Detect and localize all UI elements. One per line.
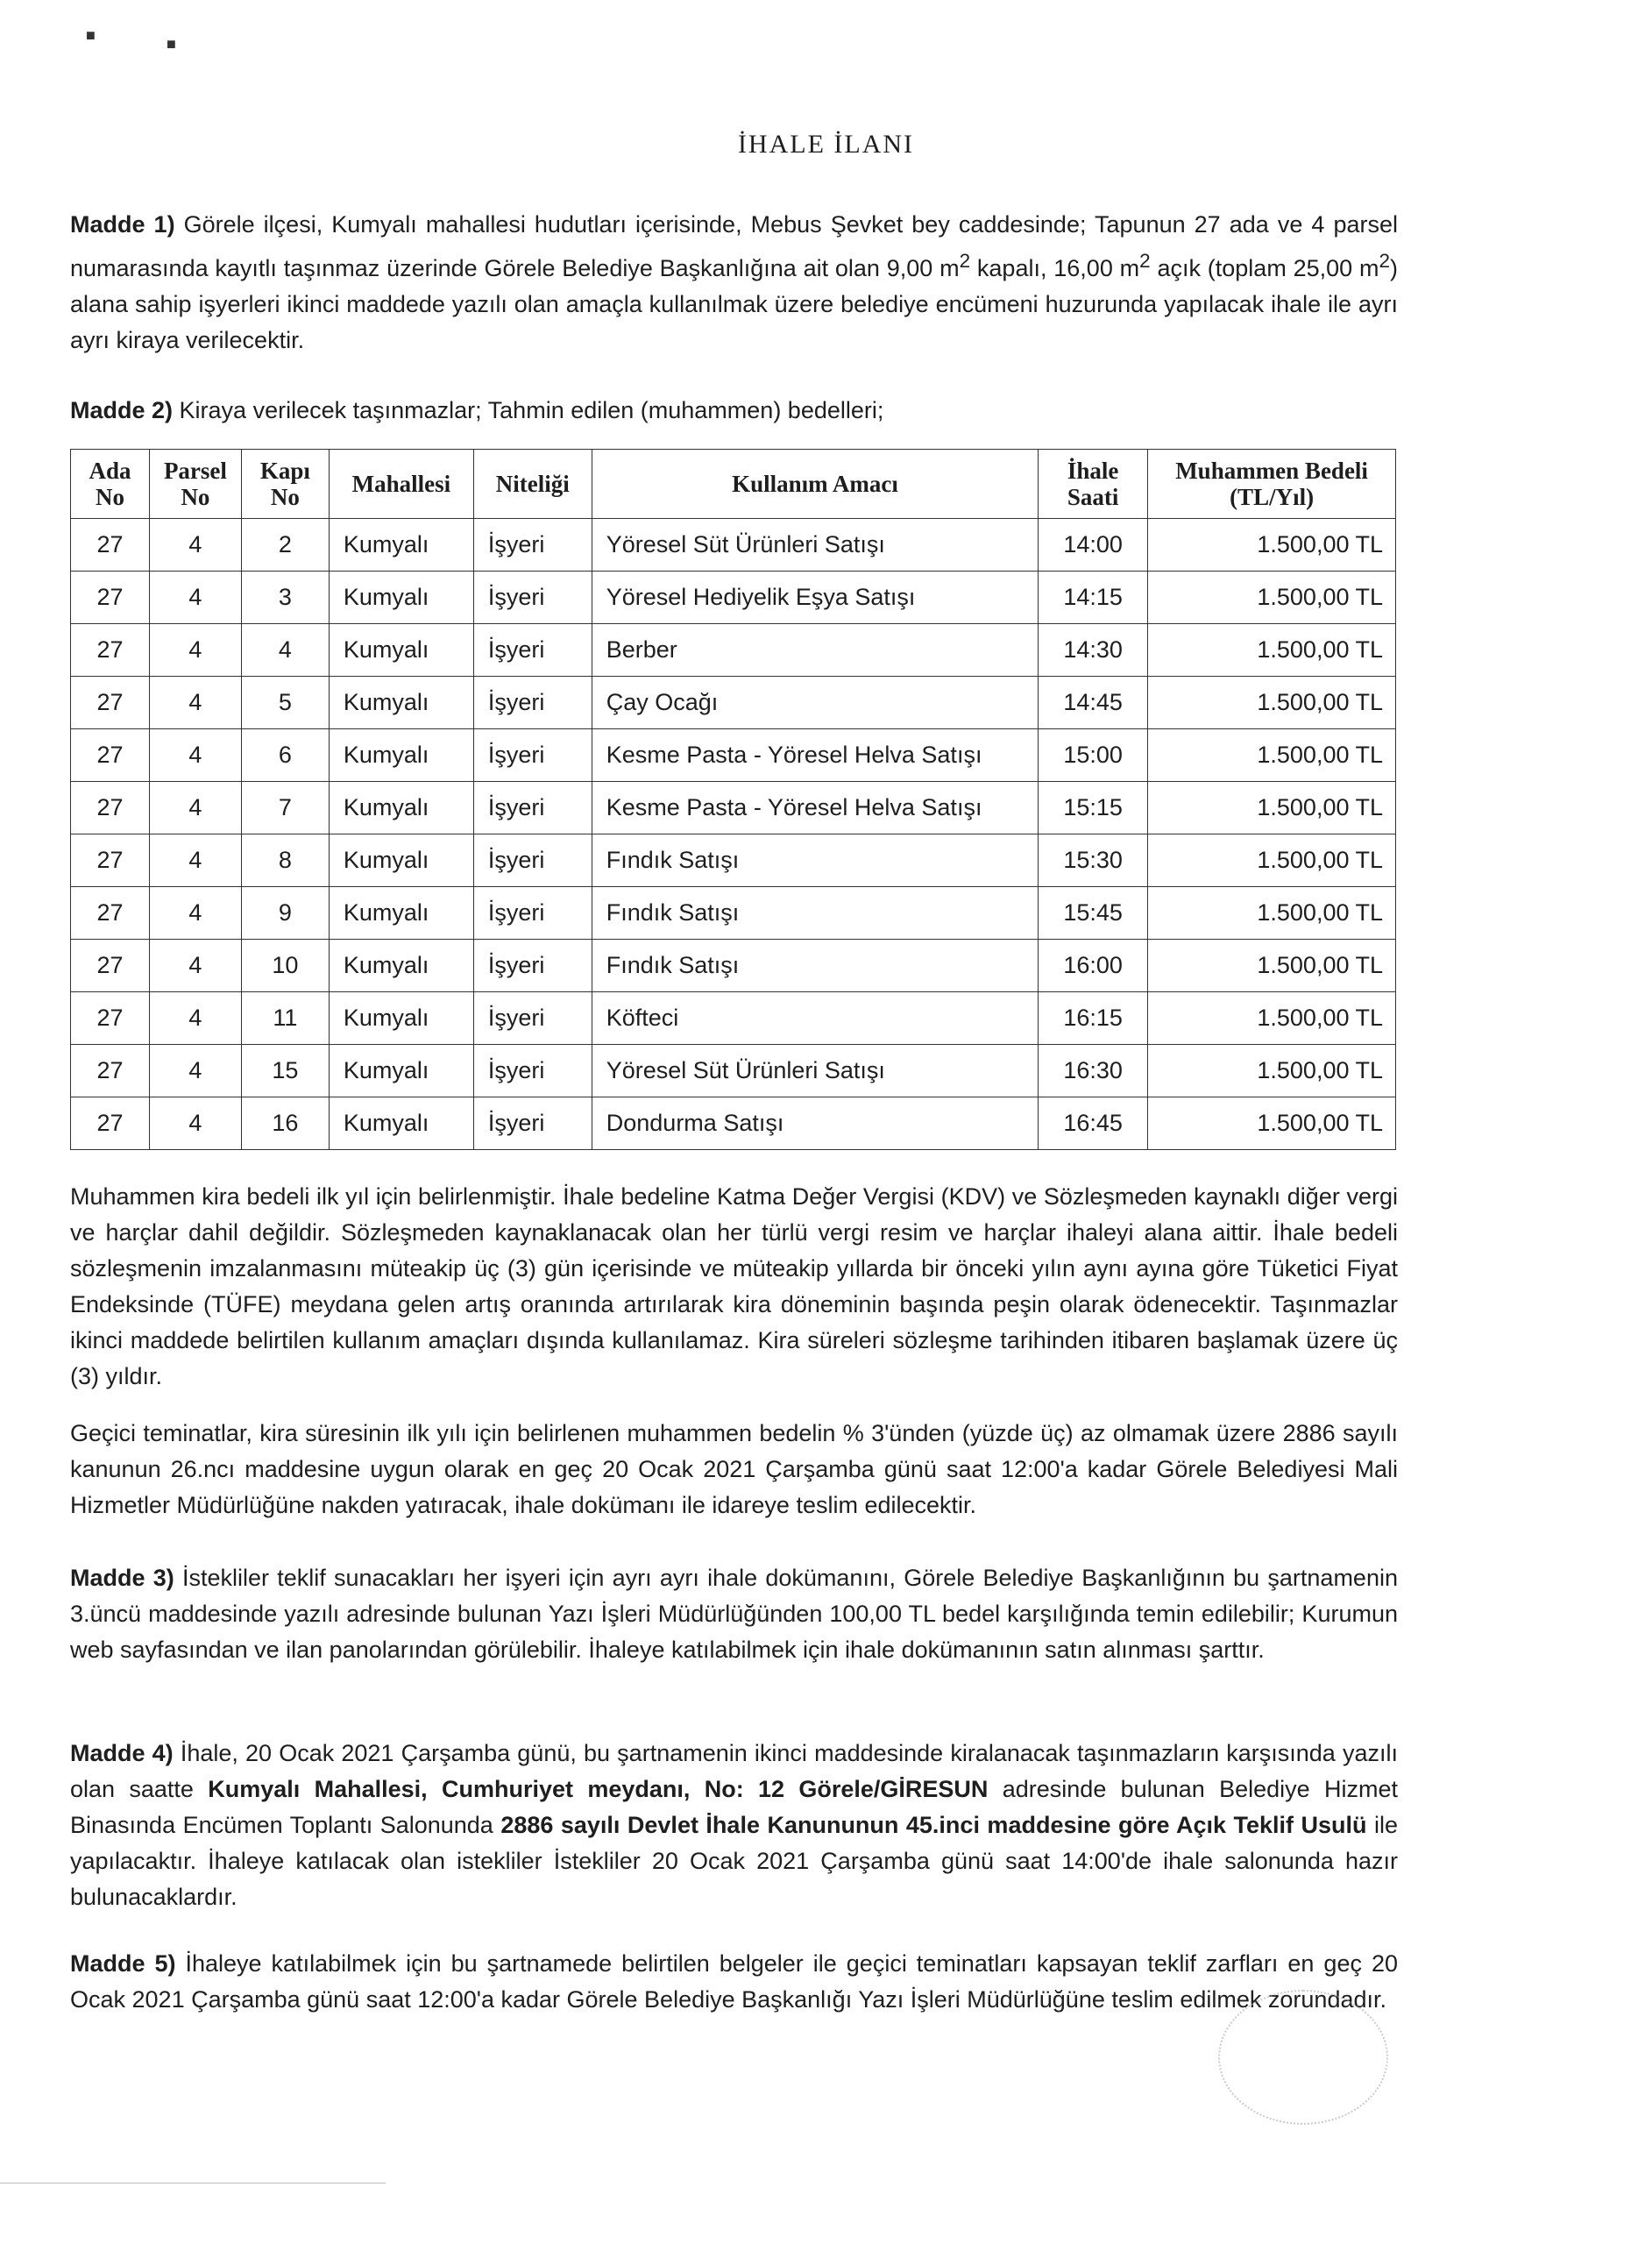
madde-1-text-b: kapalı, 16,00 m: [970, 255, 1140, 281]
cell-saat: 16:30: [1039, 1045, 1148, 1097]
table-row: [71, 1045, 1396, 1097]
cell-parsel: 4: [149, 992, 241, 1045]
cell-saat: 16:00: [1039, 940, 1148, 992]
madde-1-text-c: açık (toplam 25,00 m: [1150, 255, 1379, 281]
header-mahallesi: Mahallesi: [329, 450, 473, 519]
cell-saat: 14:45: [1039, 677, 1148, 729]
cell-ada: 27: [71, 677, 150, 729]
tender-table: [70, 449, 1396, 1150]
table-row: [71, 677, 1396, 729]
cell-bedel: 1.500,00 TL: [1148, 1097, 1396, 1150]
cell-kapi: 3: [241, 572, 329, 624]
document-title: İHALE İLANI: [737, 130, 915, 159]
cell-kullanim: Kesme Pasta - Yöresel Helva Satışı: [592, 729, 1038, 782]
table-row: [71, 572, 1396, 624]
cell-niteligi: İşyeri: [473, 572, 592, 624]
cell-kullanim: Berber: [592, 624, 1038, 677]
cell-ada: 27: [71, 624, 150, 677]
cell-parsel: 4: [149, 1045, 241, 1097]
scan-mark: ■: [167, 35, 176, 53]
sup-1: 2: [959, 250, 971, 272]
cell-niteligi: İşyeri: [473, 940, 592, 992]
cell-mahallesi: Kumyalı: [329, 519, 473, 572]
cell-niteligi: İşyeri: [473, 624, 592, 677]
madde-3: [70, 1560, 1398, 1668]
cell-niteligi: İşyeri: [473, 782, 592, 834]
cell-niteligi: İşyeri: [473, 992, 592, 1045]
scan-mark: ■: [86, 26, 96, 44]
cell-kapi: 11: [241, 992, 329, 1045]
cell-kapi: 7: [241, 782, 329, 834]
cell-niteligi: İşyeri: [473, 1045, 592, 1097]
cell-saat: 15:15: [1039, 782, 1148, 834]
table-row: [71, 729, 1396, 782]
cell-saat: 15:30: [1039, 834, 1148, 887]
cell-kapi: 16: [241, 1097, 329, 1150]
cell-parsel: 4: [149, 729, 241, 782]
table-row: [71, 624, 1396, 677]
cell-saat: 14:00: [1039, 519, 1148, 572]
table-row: [71, 1097, 1396, 1150]
cell-bedel: 1.500,00 TL: [1148, 519, 1396, 572]
cell-kullanim: Yöresel Süt Ürünleri Satışı: [592, 519, 1038, 572]
cell-niteligi: İşyeri: [473, 834, 592, 887]
cell-bedel: 1.500,00 TL: [1148, 624, 1396, 677]
madde-3-text: İstekliler teklif sunacakları her işyeri için ayrı ayrı ihale dokümanını, Görele Belediye Başkanlığının bu şartnamenin 3.üncü maddesinde yazılı adresinde bulunan Yazı İşleri Müdürlüğünden 100,00 TL bedel karşılığında temin edilebilir; Kurumun web sayfasından ve ilan panolarından görülebilir. İhaleye katılabilmek için ihale dokümanının satın alınması şarttır.: [70, 1565, 1398, 1663]
cell-bedel: 1.500,00 TL: [1148, 729, 1396, 782]
cell-kullanim: Yöresel Süt Ürünleri Satışı: [592, 1045, 1038, 1097]
cell-saat: 15:00: [1039, 729, 1148, 782]
cell-saat: 14:30: [1039, 624, 1148, 677]
cell-saat: 16:15: [1039, 992, 1148, 1045]
cell-mahallesi: Kumyalı: [329, 1045, 473, 1097]
sup-3: 2: [1379, 250, 1390, 272]
cell-mahallesi: Kumyalı: [329, 677, 473, 729]
madde-4-text-a: İhale, 20 Ocak 2021 Çarşamba günü, bu şartnamenin ikinci maddesinde kiralanacak taşınmazların karşısında yazılı olan saatte: [70, 1740, 1398, 1802]
cell-parsel: 4: [149, 1097, 241, 1150]
cell-kullanim: Köfteci: [592, 992, 1038, 1045]
cell-parsel: 4: [149, 624, 241, 677]
cell-kullanim: Fındık Satışı: [592, 887, 1038, 940]
cell-kapi: 15: [241, 1045, 329, 1097]
madde-2-text: Kiraya verilecek taşınmazlar; Tahmin edilen (muhammen) bedelleri;: [173, 397, 884, 423]
cell-kullanim: Yöresel Hediyelik Eşya Satışı: [592, 572, 1038, 624]
cell-parsel: 4: [149, 887, 241, 940]
cell-mahallesi: Kumyalı: [329, 834, 473, 887]
header-parsel: Parsel No: [149, 450, 241, 519]
cell-saat: 16:45: [1039, 1097, 1148, 1150]
cell-ada: 27: [71, 519, 150, 572]
cell-kapi: 8: [241, 834, 329, 887]
table-row: [71, 782, 1396, 834]
cell-mahallesi: Kumyalı: [329, 782, 473, 834]
cell-kapi: 5: [241, 677, 329, 729]
table-header-row: [71, 450, 1396, 519]
cell-bedel: 1.500,00 TL: [1148, 677, 1396, 729]
cell-kullanim: Fındık Satışı: [592, 834, 1038, 887]
madde-3-label: Madde 3): [70, 1565, 174, 1591]
cell-mahallesi: Kumyalı: [329, 572, 473, 624]
cell-parsel: 4: [149, 677, 241, 729]
cell-niteligi: İşyeri: [473, 1097, 592, 1150]
madde-4-text-c: ile yapılacaktır. İhaleye katılacak olan istekliler İstekliler 20 Ocak 2021 Çarşamba günü saat 14:00'de ihale salonunda hazır bulunacaklardır.: [70, 1812, 1399, 1910]
madde-1: [70, 207, 1398, 359]
cell-kullanim: Fındık Satışı: [592, 940, 1038, 992]
cell-mahallesi: Kumyalı: [329, 992, 473, 1045]
cell-mahallesi: Kumyalı: [329, 1097, 473, 1150]
cell-niteligi: İşyeri: [473, 729, 592, 782]
cell-bedel: 1.500,00 TL: [1148, 834, 1396, 887]
madde-1-text-d: ) alana sahip işyerleri ikinci maddede yazılı olan amaçla kullanılmak üzere belediye encümeni huzurunda yapılacak ihale ile ayrı ayrı kiraya verilecektir.: [70, 255, 1398, 353]
cell-ada: 27: [71, 887, 150, 940]
madde-4: [70, 1736, 1398, 1915]
madde-4-law: 2886 sayılı Devlet İhale Kanununun 45.inci maddesine göre Açık Teklif Usulü: [500, 1812, 1367, 1838]
header-ada: Ada No: [71, 450, 150, 519]
madde-2-label: Madde 2): [70, 397, 174, 423]
madde-5-text: İhaleye katılabilmek için bu şartnamede belirtilen belgeler ile geçici teminatları kapsayan teklif zarfları en geç 20 Ocak 2021 Çarşamba günü saat 12:00'a kadar Görele Belediye Başkanlığı Yazı İşleri Müdürlüğüne teslim edilmek zorundadır.: [70, 1950, 1398, 2013]
cell-ada: 27: [71, 572, 150, 624]
cell-kullanim: Kesme Pasta - Yöresel Helva Satışı: [592, 782, 1038, 834]
cell-bedel: 1.500,00 TL: [1148, 1045, 1396, 1097]
table-row: [71, 992, 1396, 1045]
teminat-paragraph: Geçici teminatlar, kira süresinin ilk yılı için belirlenen muhammen bedelin % 3'ünden (yüzde üç) az olmamak üzere 2886 sayılı kanunun 26.ncı maddesine uygun olarak en geç 20 Ocak 2021 Çarşamba günü saat 12:00'a kadar Görele Belediyesi Mali Hizmetler Müdürlüğüne nakden yatıracak, ihale dokümanı ile idareye teslim edilecektir.: [70, 1420, 1398, 1518]
madde-2: [70, 393, 1398, 429]
cell-mahallesi: Kumyalı: [329, 624, 473, 677]
cell-parsel: 4: [149, 782, 241, 834]
table-row: [71, 887, 1396, 940]
cell-kapi: 9: [241, 887, 329, 940]
cell-kapi: 2: [241, 519, 329, 572]
cell-ada: 27: [71, 992, 150, 1045]
cell-kapi: 6: [241, 729, 329, 782]
cell-bedel: 1.500,00 TL: [1148, 940, 1396, 992]
cell-ada: 27: [71, 782, 150, 834]
cell-niteligi: İşyeri: [473, 887, 592, 940]
cell-bedel: 1.500,00 TL: [1148, 887, 1396, 940]
cell-kullanim: Çay Ocağı: [592, 677, 1038, 729]
cell-parsel: 4: [149, 519, 241, 572]
cell-kullanim: Dondurma Satışı: [592, 1097, 1038, 1150]
header-niteligi: Niteliği: [473, 450, 592, 519]
madde-5: [70, 1946, 1398, 2018]
cell-saat: 14:15: [1039, 572, 1148, 624]
cell-bedel: 1.500,00 TL: [1148, 782, 1396, 834]
header-saat: İhale Saati: [1039, 450, 1148, 519]
cell-parsel: 4: [149, 572, 241, 624]
cell-ada: 27: [71, 834, 150, 887]
table-row: [71, 940, 1396, 992]
header-bedel: Muhammen Bedeli (TL/Yıl): [1148, 450, 1396, 519]
header-kapi: Kapı No: [241, 450, 329, 519]
cell-kapi: 10: [241, 940, 329, 992]
header-kullanim: Kullanım Amacı: [592, 450, 1038, 519]
cell-bedel: 1.500,00 TL: [1148, 572, 1396, 624]
kira-paragraph: Muhammen kira bedeli ilk yıl için belirlenmiştir. İhale bedeline Katma Değer Vergisi (KDV) ve Sözleşmeden kaynaklı diğer vergi ve harçlar dahil değildir. Sözleşmeden kaynaklanacak olan her türlü vergi resim ve harçlar ihaleyi alana aittir. İhale bedeli sözleşmenin imzalanmasını müteakip üç (3) gün içerisinde ve müteakip yıllarda bir önceki yılın aynı ayına göre Tüketici Fiyat Endeksinde (TÜFE) meydana gelen artış oranında artırılarak kira döneminin başında peşin olarak ödenecektir. Taşınmazlar ikinci maddede belirtilen kullanım amaçları dışında kullanılamaz. Kira süreleri sözleşme tarihinden itibaren başlamak üzere üç (3) yıldır.: [70, 1183, 1398, 1389]
madde-4-label: Madde 4): [70, 1740, 174, 1766]
cell-parsel: 4: [149, 834, 241, 887]
cell-niteligi: İşyeri: [473, 677, 592, 729]
cell-kapi: 4: [241, 624, 329, 677]
cell-ada: 27: [71, 1045, 150, 1097]
cell-mahallesi: Kumyalı: [329, 729, 473, 782]
madde-1-label: Madde 1): [70, 211, 175, 238]
cell-mahallesi: Kumyalı: [329, 887, 473, 940]
cell-ada: 27: [71, 729, 150, 782]
table-row: [71, 834, 1396, 887]
madde-1-text-a: Görele ilçesi, Kumyalı mahallesi hudutları içerisinde, Mebus Şevket bey caddesinde; Tapunun 27 ada ve 4 parsel numarasında kayıtlı taşınmaz üzerinde Görele Belediye Başkanlığına ait olan 9,00 m: [70, 211, 1398, 281]
madde-5-label: Madde 5): [70, 1950, 176, 1977]
cell-parsel: 4: [149, 940, 241, 992]
table-row: [71, 519, 1396, 572]
page-divider: [0, 2183, 386, 2184]
sup-2: 2: [1139, 250, 1151, 272]
cell-niteligi: İşyeri: [473, 519, 592, 572]
cell-ada: 27: [71, 940, 150, 992]
cell-saat: 15:45: [1039, 887, 1148, 940]
cell-mahallesi: Kumyalı: [329, 940, 473, 992]
stamp-mark: [1218, 1990, 1388, 2125]
cell-bedel: 1.500,00 TL: [1148, 992, 1396, 1045]
madde-4-text-b: adresinde bulunan Belediye Hizmet Binasında Encümen Toplantı Salonunda: [70, 1776, 1398, 1838]
madde-4-address: Kumyalı Mahallesi, Cumhuriyet meydanı, No: 12 Görele/GİRESUN: [208, 1776, 989, 1802]
cell-ada: 27: [71, 1097, 150, 1150]
